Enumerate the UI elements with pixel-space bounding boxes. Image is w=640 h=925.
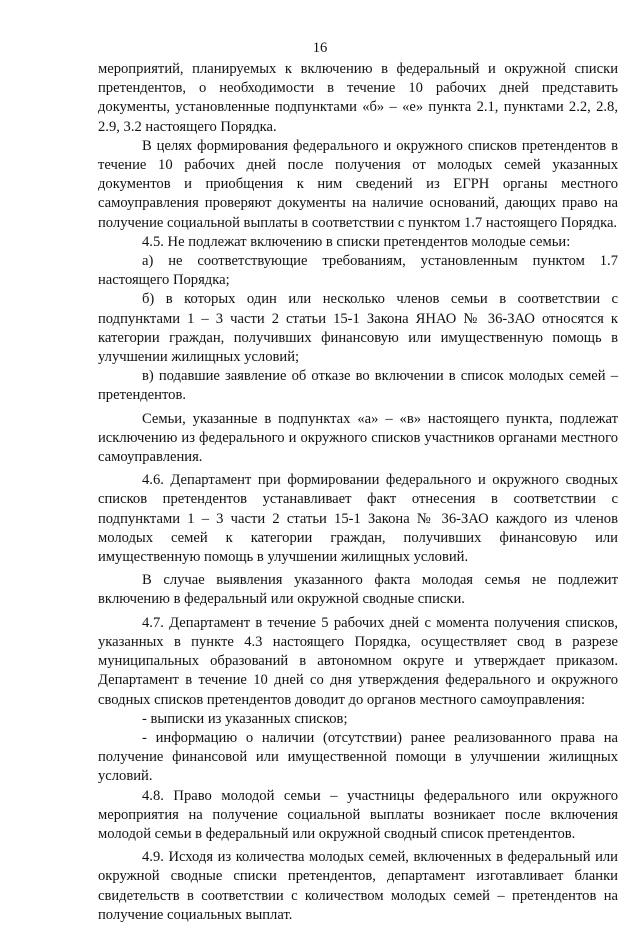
paragraph-continuation: мероприятий, планируемых к включению в федеральный и окружной списки претендентов, о необходимости в течение 10 рабочих дней представить документы, установленные подпунктами «б» – «е» пункта 2.1, пунктами 2.2, 2.8, 2.9, 3.2 настоящего Порядка. xyxy=(98,61,618,135)
paragraph-formation-check: В целях формирования федерального и окружного списков претендентов в течение 10 рабочих дней после получения от молодых семей указанных документов и приобщения к ним сведений из ЕГРН органы местного самоуправления проверяют документы на наличие оснований, дающих право на получение социальной выплаты в соответствии с пунктом 1.7 настоящего Порядка. xyxy=(98,137,618,231)
paragraph-4-5: 4.5. Не подлежат включению в списки претендентов молодые семьи: xyxy=(142,233,571,250)
paragraph-4-8: 4.8. Право молодой семьи – участницы федерального или окружного мероприятия на получение социальной выплаты возникает после включения молодой семьи в федеральный или окружной сводный список претендентов. xyxy=(98,787,618,842)
paragraph-exclusion: Семьи, указанные в подпунктах «а» – «в» настоящего пункта, подлежат исключению из федерального и окружного списков участников органами местного самоуправления. xyxy=(98,410,618,466)
paragraph-4-6: 4.6. Департамент при формировании федерального и окружного сводных списков претендентов устанавливает факт отнесения в соответствии с подпунктами 1 – 3 части 2 статьи 15-1 Закона № 36-ЗАО каждого из членов молодых семей к категории граждан, получивших финансовую или имущественную помощь в улучшении жилищных условий. xyxy=(98,472,618,566)
paragraph-4-7: 4.7. Департамент в течение 5 рабочих дней с момента получения списков, указанных в пункте 4.3 настоящего Порядка, осуществляет свод в разрезе муниципальных образований в автономном округе и утверждает приказом. Департамент в течение 10 дней со дня утверждения федерального и окружного сводных списков претендентов доводит до органов местного самоуправления: xyxy=(98,614,618,708)
document-body xyxy=(98,60,618,925)
subitem-a: а) не соответствующие требованиям, установленным пунктом 1.7 настоящего Порядка; xyxy=(98,253,618,289)
subitem-b: б) в которых один или несколько членов семьи в соответствии с подпунктами 1 – 3 части 2 статьи 15-1 Закона ЯНАО № 36-ЗАО относятся к категории граждан, получивших финансовую или имущественную помощь в улучшении жилищных условий; xyxy=(98,291,618,366)
list-item-information: - информацию о наличии (отсутствии) ранее реализованного права на получение финансовой или имущественной помощи в улучшении жилищных условий. xyxy=(98,729,618,785)
page-number: 16 xyxy=(312,40,328,56)
paragraph-4-9: 4.9. Исходя из количества молодых семей, включенных в федеральный или окружной сводные списки претендентов, департамент изготавливает бланки свидетельств в соответствии с количеством молодых семей – претендентов на получение социальных выплат. xyxy=(98,849,618,923)
subitem-v: в) подавшие заявление об отказе во включении в список молодых семей – претендентов. xyxy=(98,368,618,404)
list-item-extracts: - выписки из указанных списков; xyxy=(142,710,348,727)
paragraph-not-included: В случае выявления указанного факта молодая семья не подлежит включению в федеральный или окружной сводные списки. xyxy=(98,572,618,608)
